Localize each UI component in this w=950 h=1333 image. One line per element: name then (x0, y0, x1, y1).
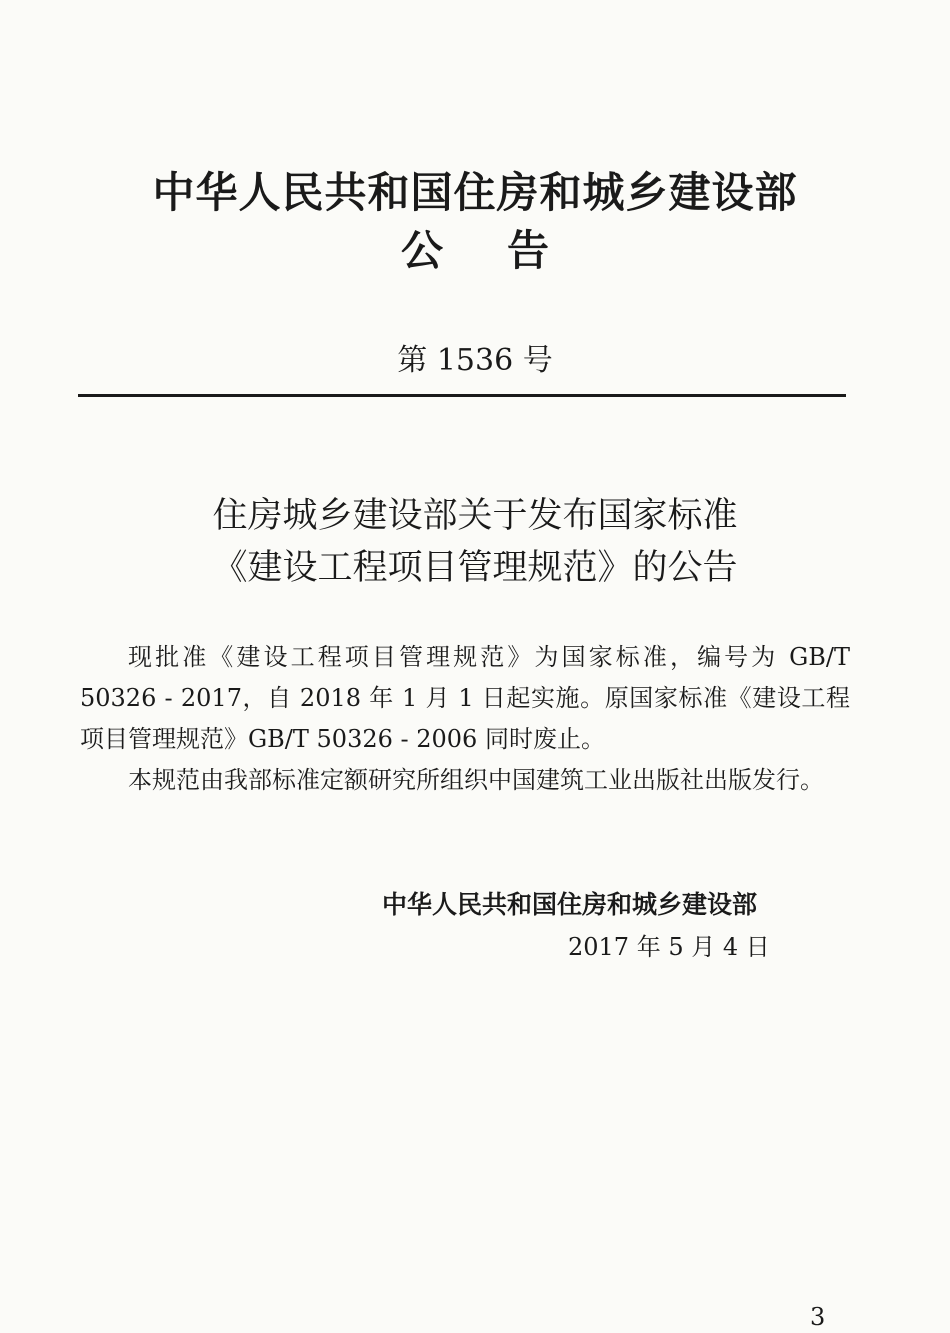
issuer-title: 中华人民共和国住房和城乡建设部 (152, 168, 798, 217)
body-text (80, 637, 850, 801)
document-title-line-1: 住房城乡建设部关于发布国家标准 (212, 496, 738, 536)
document-title-line-2: 《建设工程项目管理规范》的公告 (212, 548, 738, 588)
signature-organization: 中华人民共和国住房和城乡建设部 (382, 890, 758, 919)
notice-heading: 公告 (400, 226, 613, 275)
signature-date: 2017 年 5 月 4 日 (568, 933, 770, 961)
notice-number: 第 1536 号 (397, 343, 553, 378)
page-number: 3 (810, 1303, 826, 1331)
horizontal-rule (78, 394, 846, 397)
body-paragraph-1: 现批准《建设工程项目管理规范》为国家标准，编号为 GB/T 50326 - 2017，自 2018 年 1 月 1 日起实施。原国家标准《建设工程项目管理规范》GB/T 50326 - 2006 同时废止。 (80, 643, 850, 753)
document-title (0, 490, 950, 594)
body-paragraph-2: 本规范由我部标准定额研究所组织中国建筑工业出版社出版发行。 (128, 766, 824, 794)
